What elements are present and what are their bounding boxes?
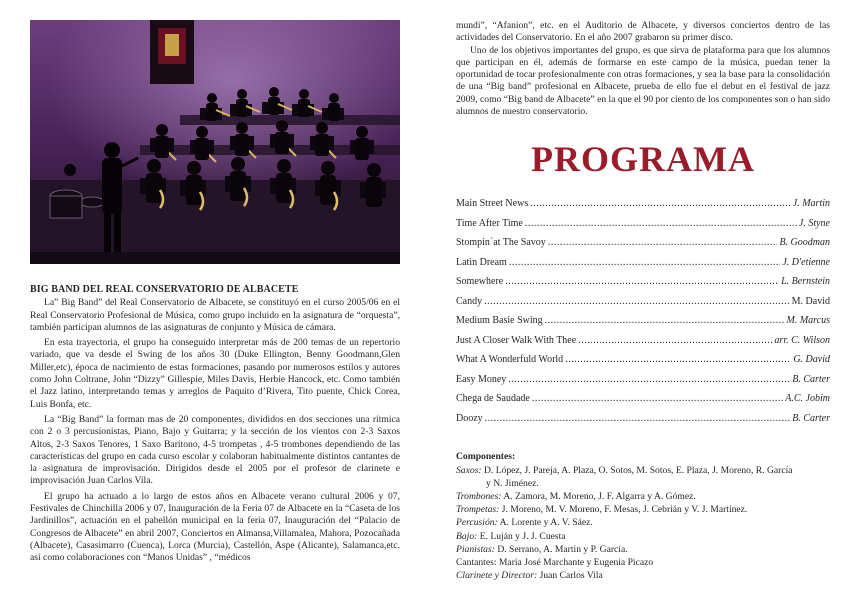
right-page bbox=[456, 20, 830, 582]
component-line bbox=[456, 516, 830, 529]
component-names-continued: y N. Jiménez. bbox=[486, 477, 539, 489]
program-item-author: M. Marcus bbox=[786, 315, 830, 327]
component-line bbox=[456, 490, 830, 503]
component-names: Juan Carlos Vila bbox=[539, 570, 603, 582]
program-item-title: Chega de Saudade bbox=[456, 393, 530, 405]
leader-dots bbox=[532, 393, 783, 404]
component-role: Bajo: bbox=[456, 530, 478, 542]
leader-dots bbox=[485, 413, 791, 424]
program-item bbox=[456, 393, 830, 413]
component-role: Clarinete y Director: bbox=[456, 570, 538, 582]
program-item bbox=[456, 296, 830, 316]
program-item-title: Stompin´at The Savoy bbox=[456, 237, 546, 249]
component-role: Pianistas: bbox=[456, 543, 495, 555]
leader-dots bbox=[509, 257, 781, 268]
program-item-title: Latin Dream bbox=[456, 256, 507, 268]
program-item bbox=[456, 315, 830, 335]
program-item bbox=[456, 218, 830, 238]
programa-title: PROGRAMA bbox=[531, 139, 755, 180]
component-line bbox=[456, 530, 830, 543]
program-item bbox=[456, 374, 830, 394]
component-role: Cantantes: bbox=[456, 557, 497, 568]
component-line bbox=[456, 503, 830, 516]
leader-dots bbox=[578, 335, 772, 346]
component-role: Trompetas: bbox=[456, 504, 500, 516]
leader-dots bbox=[548, 237, 778, 248]
leader-dots bbox=[505, 276, 779, 287]
program-item-title: Medium Basie Swing bbox=[456, 315, 543, 327]
components-heading: Componentes: bbox=[456, 451, 516, 463]
program-item bbox=[456, 335, 830, 355]
program-item-author: M. David bbox=[791, 295, 830, 307]
leader-dots bbox=[525, 218, 797, 229]
component-line bbox=[456, 543, 830, 556]
intro-paragraph: Uno de los objetivos importantes del grupo, es que sirva de plataforma para que los alumnos que participan en él, además de formarse en este campo de la música, puedan tener la oportunidad de tocar profesionalmente con otras formaciones, y sea la base para la consolidación de una “Big band” profesional en Albacete, prueba de ello fue el debut en el festival de jazz 2009, como “Big band de Albacete” en la que el 90 por ciento de los componentes son o han sido alumnos de nuestro conservatorio. bbox=[456, 44, 830, 118]
left-page bbox=[30, 20, 400, 568]
component-role: Saxos: bbox=[456, 464, 482, 476]
intro-continuation: mundi”, “Afanion”, etc. en el Auditorio de Albacete, y diversos conciertos dentro de las actividades del Conservatorio. En el año 2007 grabaron su primer disco. bbox=[456, 20, 830, 44]
component-names: A. Zamora, M. Moreno, J. F. Algarra y A. Gómez. bbox=[503, 490, 696, 502]
component-names: D. Serrano, A. Martín y P. García. bbox=[497, 543, 628, 555]
paragraph-4: El grupo ha actuado a lo largo de estos años en Albacete verano cultural 2006 y 07, Festivales de Chinchilla 2006 y 07, Inauguración de la Feria 07 de Albacete en la “Caseta de los Jardinillos”, actuación en el pabellón municipal en la feria 07, Inauguración del “Palacio de Congresos de Albacete” en abril 2007, Conciertos en Almansa,Villamalea, Mahora, Pozocañada (Albacete), Casasimarro (Cuenca), Lorca (Murcia), Castellón, Aspe (Alicante), Salamanca,etc. así como colaboraciones con “Manos Unidas” , “médicos bbox=[30, 490, 400, 564]
program-item-author: A.C. Jobim bbox=[785, 393, 830, 405]
component-names: María José Marchante y Eugenia Picazo bbox=[498, 557, 654, 568]
component-role: Percusión: bbox=[456, 517, 498, 529]
program-item-author: B. Carter bbox=[792, 412, 830, 424]
component-line bbox=[456, 556, 830, 569]
intro-text bbox=[456, 20, 830, 118]
left-body-text bbox=[30, 284, 400, 565]
program-item-title: Easy Money bbox=[456, 373, 507, 385]
paragraph-1: La” Big Band” del Real Conservatorio de Albacete, se constituyó en el curso 2005/06 en el Real Conservatorio Profesional de Música, como grupo incluido en la asignatura de “orquesta”, también participan alumnos de las asignaturas de conjunto y Música de cámara. bbox=[30, 297, 400, 333]
program-item-title: Main Street News bbox=[456, 198, 529, 210]
section-heading: BIG BAND DEL REAL CONSERVATORIO DE ALBACETE bbox=[30, 284, 299, 295]
paragraph-3: La “Big Band” la forman mas de 20 componentes, divididos en dos secciones una rítmica con 2 o 3 percusionistas, Piano, Bajo y Guitarra; y la sección de los vientos con 2-3 Saxos Altos, 2-3 Saxos Tenores, 1 Saxo Barítono, 4-5 trompetas , 4-5 trombones dependiendo de las características del grupo en cada curso escolar y colaboran habitualmente distintos cantantes de la asignatura de improvisación. Dirigidos desde el 2005 por el profesor de clarinete e improvisación Juan Carlos Vila. bbox=[30, 413, 400, 487]
big-band-photo bbox=[30, 20, 400, 264]
program-item bbox=[456, 413, 830, 433]
leader-dots bbox=[484, 296, 790, 307]
program-item-author: L. Bernstein bbox=[781, 276, 830, 288]
leader-dots bbox=[530, 198, 791, 209]
program-item-author: B. Carter bbox=[792, 373, 830, 385]
program-list bbox=[456, 198, 830, 432]
program-item bbox=[456, 198, 830, 218]
component-line bbox=[456, 464, 830, 477]
component-role: Trombones: bbox=[456, 490, 502, 502]
component-names: D. López, J. Pareja, A. Plaza, O. Sotos, M. Sotos, E. Plaza, J. Moreno, R. García bbox=[483, 464, 793, 476]
program-item-author: J. D'etienne bbox=[782, 256, 830, 268]
program-item bbox=[456, 257, 830, 277]
program-item-title: Time After Time bbox=[456, 217, 523, 229]
program-item-author: B. Goodman bbox=[779, 237, 830, 249]
paragraph-2: En esta trayectoria, el grupo ha conseguido interpretar más de 200 temas de un repertorio variado, que va desde el Swing de los años 30 (Duke Ellington, Benny Goodmann,Glen Miller,etc), época de nacimiento de estas formaciones, pasando por numerosos estilos y autores como John Coltrane, John “Dizzy” Gillespie, Miles Davis, Herbie Hancock, etc. Como también el Jazz latino, interpretando temas y arreglos de Paquito d’Rivera, Tito puente, Chick Corea, Luis Bonfa, etc. bbox=[30, 337, 400, 410]
component-names: A. Lorente y A. V. Sáez. bbox=[499, 517, 593, 529]
program-item-title: Candy bbox=[456, 295, 483, 307]
program-item bbox=[456, 237, 830, 257]
components-section bbox=[456, 450, 830, 582]
program-item-title: Doozy bbox=[456, 412, 483, 424]
program-item-author: J. Martin bbox=[792, 198, 830, 210]
component-names: E. Luján y J. J. Cuesta bbox=[479, 530, 566, 542]
leader-dots bbox=[545, 315, 785, 326]
program-item-author: J. Styne bbox=[798, 217, 830, 229]
leader-dots bbox=[565, 354, 791, 365]
component-line bbox=[456, 569, 830, 582]
program-item bbox=[456, 276, 830, 296]
program-item-title: Somewhere bbox=[456, 276, 504, 288]
leader-dots bbox=[508, 374, 790, 385]
program-item-title: Just A Closer Walk With Thee bbox=[456, 334, 577, 346]
program-item-author: G. David bbox=[793, 354, 830, 366]
program-item bbox=[456, 354, 830, 374]
component-names: J. Moreno, M. V. Moreno, F. Mesas, J. Cebrián y V. J. Martínez. bbox=[501, 504, 748, 516]
program-item-title: What A Wonderfuld World bbox=[456, 354, 564, 366]
program-item-author: arr. C. Wilson bbox=[774, 334, 830, 346]
